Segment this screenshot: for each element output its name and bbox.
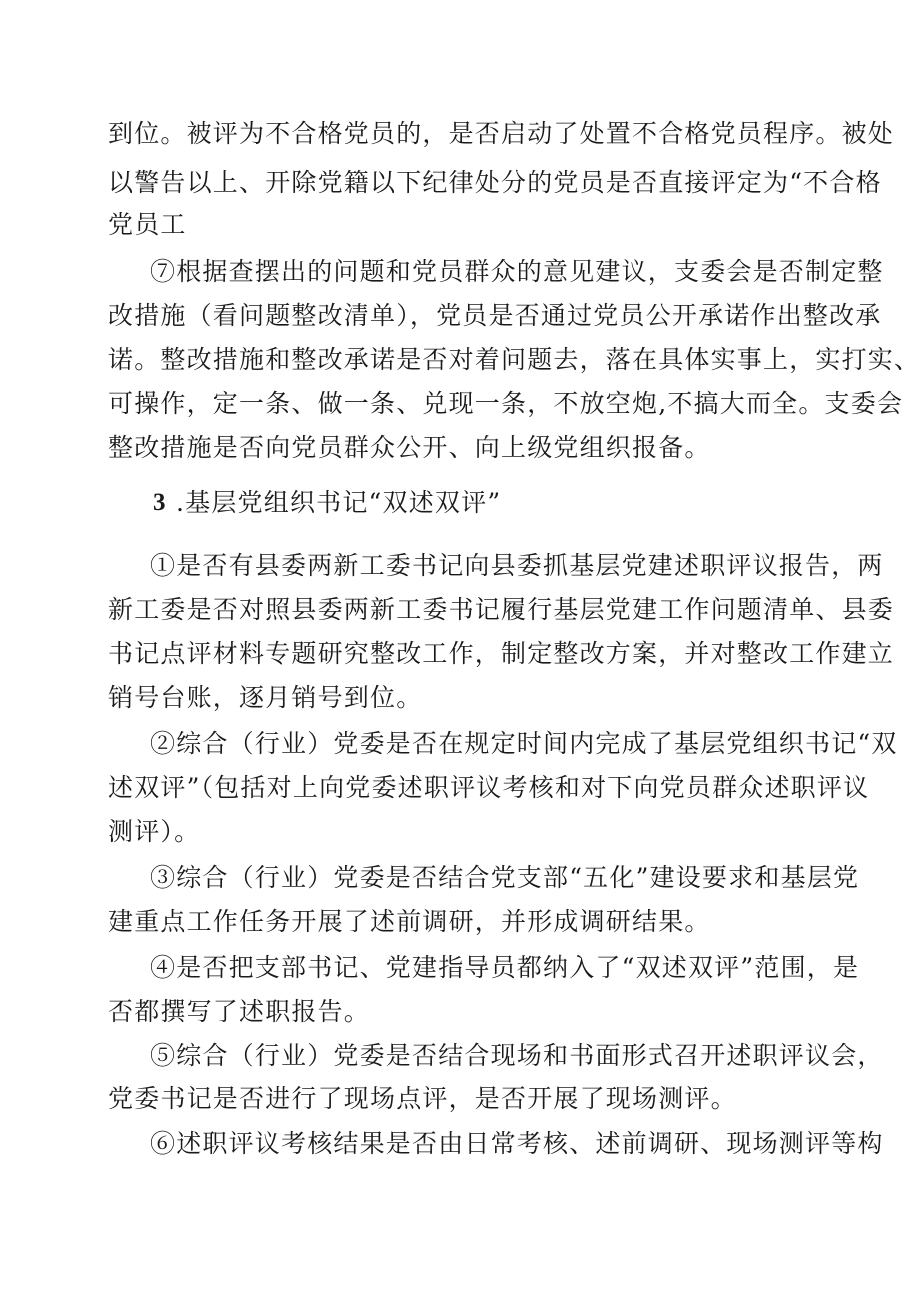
- text-line: ①是否有县委两新工委书记向县委抓基层党建述职评议报告，两: [150, 551, 884, 580]
- section-number: 3: [153, 489, 167, 516]
- text-line: ⑥述职评议考核结果是否由日常考核、述前调研、现场测评等构: [150, 1129, 884, 1158]
- text-line: ③综合（行业）党委是否结合党支部“五化”建设要求和基层党: [150, 863, 860, 892]
- text-line: 党委书记是否进行了现场点评，是否开展了现场测评。: [108, 1084, 737, 1113]
- text-line: ⑦根据查摆出的问题和党员群众的意见建议，支委会是否制定整: [150, 257, 884, 286]
- text-line: 可操作，定一条、做一条、兑现一条，不放空炮,不搞大而全。支委会: [108, 389, 904, 418]
- text-line: 述双评”（包括对上向党委述职评议考核和对下向党员群众述职评议: [108, 773, 870, 802]
- text-line: 书记点评材料专题研究整改工作，制定整改方案，并对整改工作建立: [108, 639, 895, 668]
- text-line: 改措施（看问题整改清单），党员是否通过党员公开承诺作出整改承: [108, 301, 882, 330]
- text-line: ②综合（行业）党委是否在规定时间内完成了基层党组织书记“双: [150, 729, 898, 758]
- text-line: 销号台账，逐月销号到位。: [108, 683, 423, 712]
- text-line: 否都撰写了述职报告。: [108, 997, 371, 1026]
- text-line: 党员工: [108, 210, 187, 239]
- text-line: 诺。整改措施和整改承诺是否对着问题去，落在具体实事上，实打实、: [108, 345, 920, 374]
- text-line: ④是否把支部书记、党建指导员都纳入了“双述双评”范围，是: [150, 953, 860, 982]
- text-line: 以警告以上、开除党籍以下纪律处分的党员是否直接评定为“不合格: [108, 168, 882, 197]
- section-heading: .基层党组织书记“双述双评”: [176, 488, 502, 517]
- text-line: ⑤综合（行业）党委是否结合现场和书面形式召开述职评议会，: [150, 1041, 884, 1070]
- text-line: 整改措施是否向党员群众公开、向上级党组织报备。: [108, 433, 711, 462]
- text-line: 到位。被评为不合格党员的，是否启动了处置不合格党员程序。被处: [108, 119, 895, 148]
- text-line: 测评）。: [108, 817, 201, 846]
- text-line: 新工委是否对照县委两新工委书记履行基层党建工作问题清单、县委: [108, 595, 895, 624]
- text-line: 建重点工作任务开展了述前调研，并形成调研结果。: [108, 907, 711, 936]
